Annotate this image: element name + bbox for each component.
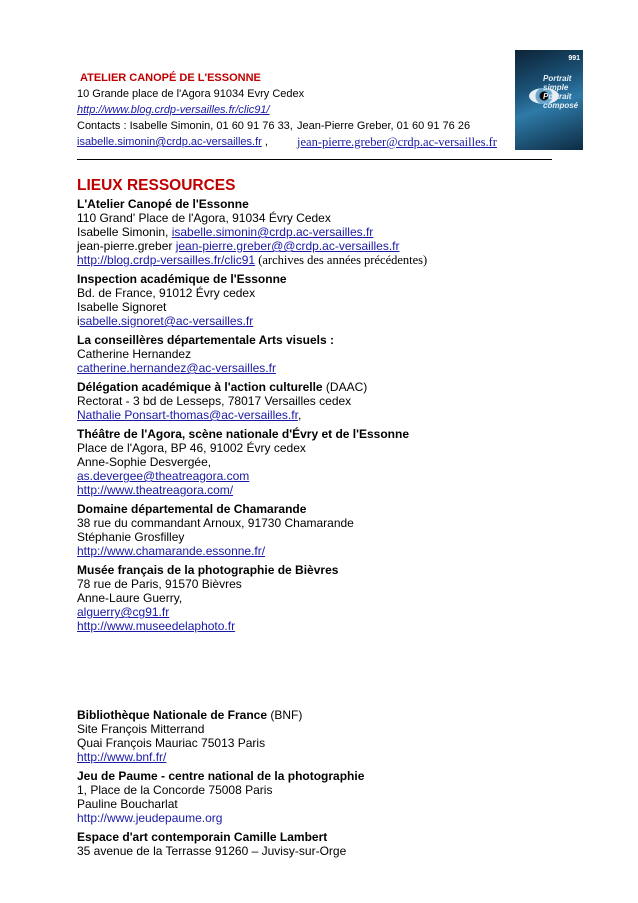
entry-line	[77, 408, 557, 422]
header-contact-right: Jean-Pierre Greber, 01 60 91 76 26	[297, 120, 471, 132]
entry-line	[77, 225, 557, 239]
entry-web-link[interactable]: http://www.theatreagora.com/	[77, 483, 234, 497]
resource-entry	[77, 563, 557, 633]
entry-line	[77, 530, 557, 544]
entry-text: 35 avenue de la Terrasse 91260 – Juvisy-sur-Orge	[77, 844, 347, 858]
entry-text: Place de l'Agora, BP 46, 91002 Évry cedex	[77, 441, 306, 455]
entry-text: 1, Place de la Concorde 75008 Paris	[77, 783, 273, 797]
entry-name: Domaine départemental de Chamarande	[77, 502, 307, 516]
entry-name: Théâtre de l'Agora, scène nationale d'Évry et de l'Essonne	[77, 427, 409, 441]
entry-note: (archives des années précédentes)	[255, 253, 428, 267]
entry-name: La conseillères départementale Arts visuels :	[77, 333, 334, 347]
entry-heading	[77, 502, 557, 516]
entry-line	[77, 577, 557, 591]
resource-entry	[77, 708, 557, 764]
entry-text: jean-pierre.greber	[77, 239, 176, 253]
entry-text: 78 rue de Paris, 91570 Bièvres	[77, 577, 242, 591]
entry-heading	[77, 197, 557, 211]
entry-email-link[interactable]: as.devergee@theatreagora.com	[77, 469, 250, 483]
header-email-left[interactable]: isabelle.simonin@crdp.ac-versailles.fr	[77, 136, 262, 148]
header-title: ATELIER CANOPÉ DE L'ESSONNE	[80, 72, 261, 84]
entry-heading	[77, 563, 557, 577]
entry-text: Anne-Sophie Desvergée,	[77, 455, 212, 469]
entry-name: Espace d'art contemporain Camille Lambert	[77, 830, 328, 844]
entry-name: Bibliothèque Nationale de France	[77, 708, 268, 722]
poster-number: 991	[568, 55, 580, 62]
entry-line	[77, 736, 557, 750]
entry-text: Isabelle Signoret	[77, 300, 167, 314]
entry-line	[77, 722, 557, 736]
entry-line	[77, 239, 557, 253]
entry-web-link[interactable]: http://www.chamarande.essonne.fr/	[77, 544, 266, 558]
resource-entry	[77, 197, 557, 267]
entry-text: 110 Grand' Place de l'Agora, 91034 Évry Cedex	[77, 211, 331, 225]
entry-note: ,	[297, 408, 302, 422]
entry-line	[77, 455, 557, 469]
entry-heading	[77, 380, 557, 394]
entry-line	[77, 347, 557, 361]
entry-line	[77, 750, 557, 764]
entry-name: Délégation académique à l'action culturelle	[77, 380, 323, 394]
entry-email-link[interactable]: isabelle.simonin@crdp.ac-versailles.fr	[171, 225, 374, 239]
entry-text: Bd. de France, 91012 Évry cedex	[77, 286, 256, 300]
poster-image	[515, 50, 583, 150]
entry-email-link[interactable]: alguerry@cg91.fr	[77, 605, 170, 619]
entry-line	[77, 516, 557, 530]
entry-line	[77, 483, 557, 497]
entry-line	[77, 394, 557, 408]
resource-entry	[77, 380, 557, 422]
entry-web-link[interactable]: http://www.bnf.fr/	[77, 750, 167, 764]
entry-line	[77, 605, 557, 619]
header-email-sep: ,	[264, 136, 268, 148]
resource-entry	[77, 272, 557, 328]
entry-line	[77, 544, 557, 558]
entry-name: Inspection académique de l'Essonne	[77, 272, 287, 286]
entry-text: Anne-Laure Guerry,	[77, 591, 183, 605]
header-email-right[interactable]: jean-pierre.greber@crdp.ac-versailles.fr	[297, 135, 497, 149]
entry-web-link[interactable]: http://blog.crdp-versailles.fr/clic91	[77, 253, 256, 267]
header-divider	[77, 159, 552, 160]
entry-heading	[77, 769, 557, 783]
entry-heading	[77, 333, 557, 347]
entry-text: 38 rue du commandant Arnoux, 91730 Chamarande	[77, 516, 354, 530]
entry-text: Catherine Hernandez	[77, 347, 192, 361]
entry-line	[77, 844, 557, 858]
resource-entry	[77, 769, 557, 825]
entry-line	[77, 441, 557, 455]
entry-email-link[interactable]: catherine.hernandez@ac-versailles.fr	[77, 361, 276, 375]
entry-text: Quai François Mauriac 75013 Paris	[77, 736, 266, 750]
section-title: LIEUX RESSOURCES	[77, 177, 236, 194]
entry-line	[77, 811, 557, 825]
entry-name-suffix: (BNF)	[267, 708, 303, 722]
entry-text: Isabelle Simonin,	[77, 225, 172, 239]
resource-entry	[77, 830, 557, 858]
entry-line	[77, 286, 557, 300]
entry-web-link[interactable]: http://www.jeudepaume.org	[77, 811, 223, 825]
entry-text: Rectorat - 3 bd de Lesseps, 78017 Versailles cedex	[77, 394, 352, 408]
poster-title: Portrait simple Portrait composé	[543, 74, 579, 110]
entry-text: i	[77, 314, 80, 328]
entry-line	[77, 469, 557, 483]
entry-heading	[77, 708, 557, 722]
entry-line	[77, 591, 557, 605]
resources-section	[77, 176, 557, 863]
entry-heading	[77, 830, 557, 844]
entry-name: L'Atelier Canopé de l'Essonne	[77, 197, 249, 211]
entry-line	[77, 253, 557, 267]
entry-heading	[77, 427, 557, 441]
resource-entry	[77, 502, 557, 558]
entry-email-link[interactable]: sabelle.signoret@ac-versailles.fr	[79, 314, 254, 328]
entry-email-link[interactable]: jean-pierre.greber@@crdp.ac-versailles.fr	[175, 239, 400, 253]
entry-text: Pauline Boucharlat	[77, 797, 178, 811]
entry-line	[77, 361, 557, 375]
header-contacts-row	[77, 118, 517, 134]
header-emails-row	[77, 134, 517, 150]
entry-line	[77, 300, 557, 314]
entry-heading	[77, 272, 557, 286]
header-address: 10 Grande place de l'Agora 91034 Evry Cedex	[77, 88, 305, 100]
header-block	[77, 70, 517, 150]
entry-email-link[interactable]: Nathalie Ponsart-thomas@ac-versailles.fr	[77, 408, 298, 422]
entry-line	[77, 797, 557, 811]
entry-line	[77, 314, 557, 328]
spacer	[77, 638, 557, 708]
entries-list	[77, 197, 557, 858]
entry-text: Site François Mitterrand	[77, 722, 205, 736]
entry-line	[77, 211, 557, 225]
entry-name: Musée français de la photographie de Bièvres	[77, 563, 339, 577]
resource-entry	[77, 333, 557, 375]
entry-line	[77, 619, 557, 633]
entry-text: Stéphanie Grosfilley	[77, 530, 185, 544]
entry-line	[77, 783, 557, 797]
header-blog-link[interactable]: http://www.blog.crdp-versailles.fr/clic91/	[77, 104, 270, 116]
entry-web-link[interactable]: http://www.museedelaphoto.fr	[77, 619, 236, 633]
header-contact-left: Contacts : Isabelle Simonin, 01 60 91 76 33,	[77, 120, 293, 132]
entry-name: Jeu de Paume - centre national de la photographie	[77, 769, 365, 783]
entry-name-suffix: (DAAC)	[322, 380, 368, 394]
resource-entry	[77, 427, 557, 497]
